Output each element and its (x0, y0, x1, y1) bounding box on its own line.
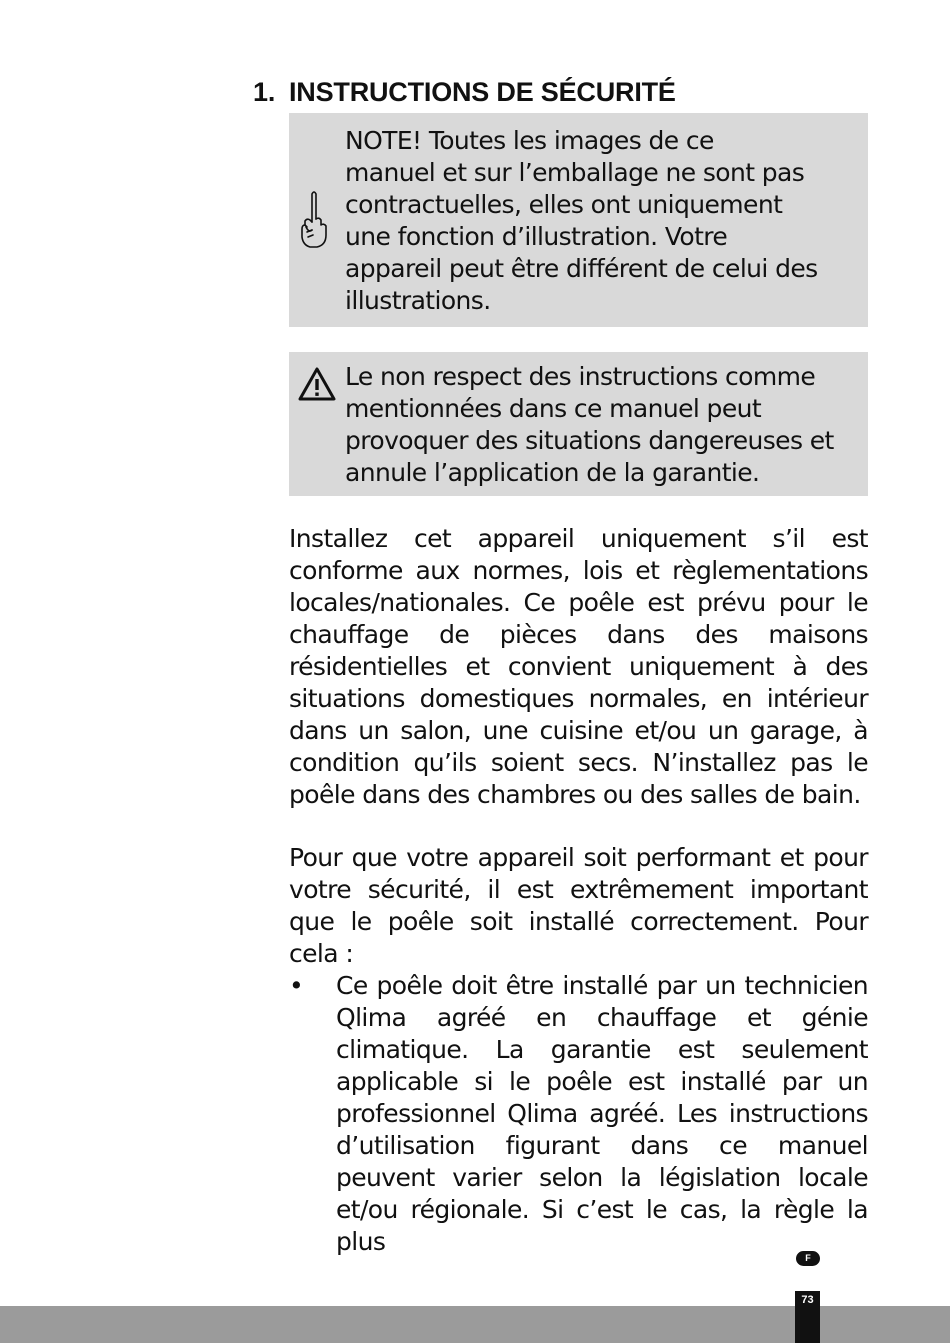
paragraph-performance: Pour que votre appareil soit performant et pour votre sécurité, il est extrêmement important que le poêle soit installé correctement. Pour cela : (289, 843, 868, 968)
bullet-list (289, 970, 868, 1258)
page-number: 73 (801, 1294, 814, 1306)
note-box (289, 113, 868, 327)
note-text: NOTE! Toutes les images de ce manuel et sur l’emballage ne sont pas contractuelles, elles ont uniquement une fonction d’illustration. Votre appareil peut être différent de celui des illustrations. (345, 126, 818, 315)
section-number: 1. (253, 77, 276, 107)
bullet-symbol: • (289, 971, 304, 1000)
bullet-text: Ce poêle doit être installé par un technicien Qlima agréé en chauffage et génie climatique. La garantie est seulement applicable si le poêle est installé par un professionnel Qlima agréé. Les instructions d’utilisation figurant dans ce manuel peuvent varier selon la législation locale et/ou régionale. Si c’est le cas, la règle la plus (336, 971, 868, 1256)
pointing-hand-icon (297, 189, 331, 255)
warning-text: Le non respect des instructions comme mentionnées dans ce manuel peut provoquer des situations dangereuses et annule l’application de la garantie. (345, 362, 834, 487)
section-title (253, 74, 676, 110)
list-item (289, 970, 868, 1258)
paragraph-installation: Installez cet appareil uniquement s’il est conforme aux normes, lois et règlementations locales/nationales. Ce poêle est prévu pour le chauffage de pièces dans des maisons résidentielles et convient uniquement à des situations domestiques normales, en intérieur dans un salon, une cuisine et/ou un garage, à condition qu’ils soient secs. N’installez pas le poêle dans des chambres ou des salles de bain. (289, 524, 868, 809)
section-title-text: INSTRUCTIONS DE SÉCURITÉ (289, 77, 676, 107)
warning-triangle-icon (297, 366, 337, 406)
language-badge: F (796, 1251, 820, 1266)
warning-box (289, 352, 868, 496)
page-number-tab (795, 1291, 820, 1343)
